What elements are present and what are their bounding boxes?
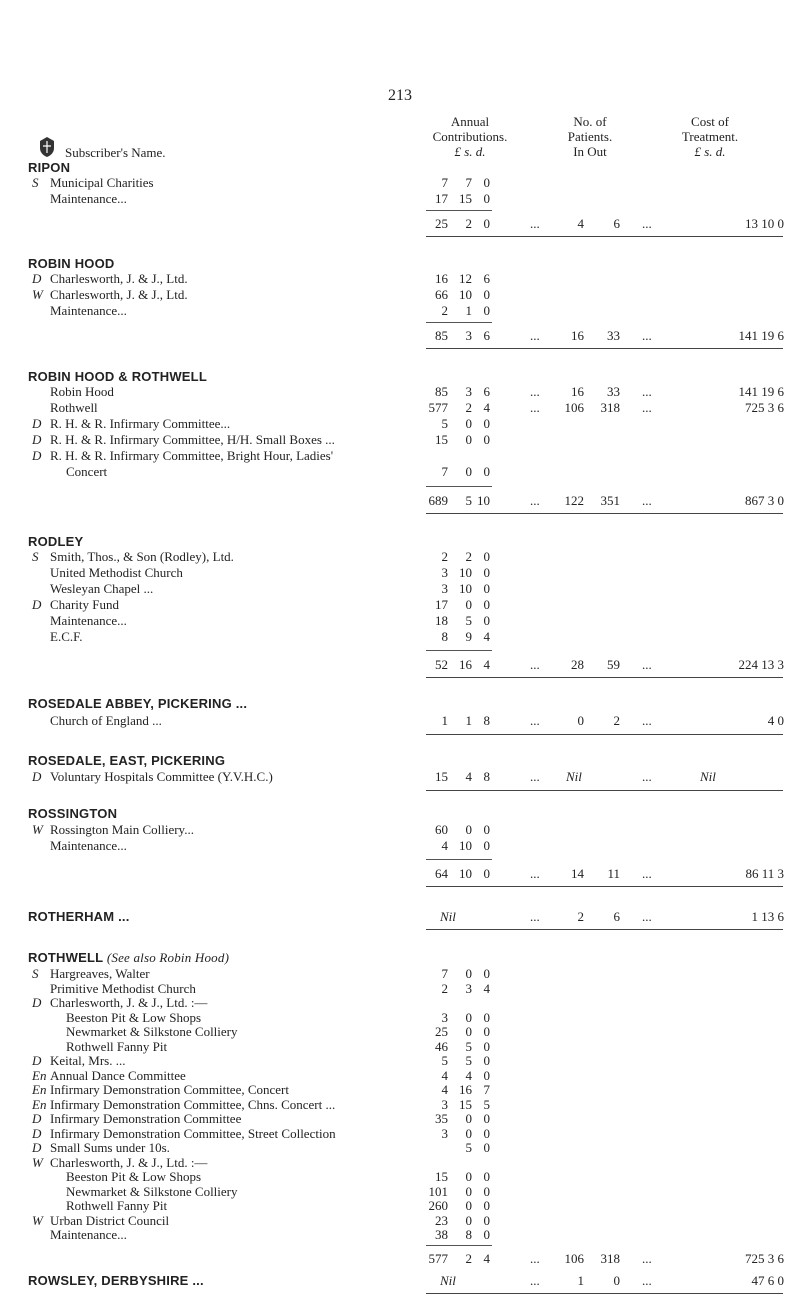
row-name: Infirmary Demonstration Committee, Chns. Concert ... <box>50 1097 336 1112</box>
row-name: Concert <box>66 464 108 479</box>
row-name: Urban District Council <box>50 1213 170 1228</box>
row-name: Newmarket & Silkstone Colliery <box>66 1024 238 1039</box>
section-title-robin-hood-rothwell: ROBIN HOOD & ROTHWELL <box>28 369 207 384</box>
row-name: Maintenance... <box>50 1227 127 1242</box>
annual-contributions-header: Annual Contributions. £ s. d. <box>432 114 508 159</box>
row-amount: 1 1 8 <box>441 713 490 728</box>
total-row <box>0 1251 800 1267</box>
section-title-rosedale-east: ROSEDALE, EAST, PICKERING <box>28 753 226 768</box>
row-name: Infirmary Demonstration Committee <box>50 1111 242 1126</box>
total-out: 11 <box>607 866 620 881</box>
subtotal-rule <box>426 1245 492 1246</box>
dots: ... <box>642 657 652 672</box>
table-row <box>0 838 800 854</box>
row-name: Municipal Charities <box>50 175 154 190</box>
row-name: Rothwell <box>50 400 98 415</box>
row-amount: 23 0 0 <box>435 1213 490 1228</box>
row-amount: 38 8 0 <box>435 1227 490 1242</box>
dots: ... <box>530 328 540 343</box>
table-row <box>0 1111 800 1127</box>
crest-icon <box>38 136 56 158</box>
table-row <box>0 995 800 1011</box>
dots: ... <box>642 713 652 728</box>
table-row <box>0 448 800 464</box>
section-divider <box>426 348 783 349</box>
row-code: D <box>32 271 42 286</box>
row-code: D <box>32 1111 42 1126</box>
row-in: 16 <box>571 384 584 399</box>
row-in: 0 <box>577 713 584 728</box>
section-divider <box>426 790 783 791</box>
row-code: W <box>32 287 43 302</box>
title-note: (See also Robin Hood) <box>106 950 230 965</box>
section-divider <box>426 236 783 237</box>
row-name: Charlesworth, J. & J., Ltd. <box>50 271 188 286</box>
table-row <box>0 384 800 400</box>
section-divider <box>426 677 783 678</box>
section-divider <box>426 1293 783 1294</box>
row-amount: 8 9 4 <box>441 629 490 644</box>
total-cost: 224 13 3 <box>738 657 784 672</box>
table-row <box>0 565 800 581</box>
dots: ... <box>530 493 540 508</box>
row-amount: 3 10 0 <box>441 581 490 596</box>
row-amount: 5 0 <box>465 1140 490 1155</box>
section-title-robin-hood: ROBIN HOOD <box>28 256 115 271</box>
total-out: 33 <box>607 328 620 343</box>
row-name: Church of England ... <box>50 713 162 728</box>
row-amount: 7 0 0 <box>441 464 490 479</box>
section-title-rossington: ROSSINGTON <box>28 806 118 821</box>
row-name: Robin Hood <box>50 384 114 399</box>
row-amount: 3 15 5 <box>441 1097 490 1112</box>
row-code: D <box>32 597 42 612</box>
total-in: 28 <box>571 657 584 672</box>
row-cost: 4 0 <box>767 713 784 728</box>
row-code: S <box>32 549 39 564</box>
dots: ... <box>642 909 652 924</box>
total-in: 106 <box>564 1251 584 1266</box>
subtotal-rule <box>426 650 492 651</box>
table-row <box>0 1082 800 1098</box>
row-code: D <box>32 432 42 447</box>
dots: ... <box>642 384 652 399</box>
patients-header: No. of Patients. In Out <box>567 114 613 159</box>
row-code: D <box>32 1053 42 1068</box>
row-amount: 577 2 4 <box>428 400 490 415</box>
row-name: R. H. & R. Infirmary Committee, Bright Hour, Ladies' <box>50 448 334 463</box>
row-amount: 5 0 0 <box>441 416 490 431</box>
row-amount: 18 5 0 <box>435 613 490 628</box>
row-out: 33 <box>607 384 620 399</box>
total-row <box>0 493 800 509</box>
section-title-rodley: RODLEY <box>28 534 84 549</box>
table-row <box>0 769 800 785</box>
table-row <box>0 549 800 565</box>
table-row <box>0 303 800 319</box>
total-cost: 86 11 3 <box>745 866 784 881</box>
cost-header: Cost of Treatment. £ s. d. <box>681 114 739 159</box>
row-amount: 35 0 0 <box>435 1111 490 1126</box>
table-row <box>0 581 800 597</box>
table-row <box>0 1227 800 1243</box>
row-name: Beeston Pit & Low Shops <box>66 1010 202 1025</box>
row-name: Primitive Methodist Church <box>50 981 196 996</box>
row-amount: 3 0 0 <box>441 1126 490 1141</box>
row-amount: 101 0 0 <box>428 1184 490 1199</box>
row-in: 106 <box>564 400 584 415</box>
row-amount: 4 4 0 <box>441 1068 490 1083</box>
total-cost: 867 3 0 <box>745 493 784 508</box>
row-amount: 2 1 0 <box>441 303 490 318</box>
total-out: 318 <box>600 1251 620 1266</box>
row-out: 0 <box>613 1273 620 1288</box>
subtotal-rule <box>426 210 492 211</box>
row-name: Maintenance... <box>50 838 127 853</box>
total-in: ... <box>530 216 540 231</box>
row-amount: 260 0 0 <box>428 1198 490 1213</box>
section-title-rowsley: ROWSLEY, DERBYSHIRE ... <box>28 1273 204 1288</box>
row-amount: 17 15 0 <box>435 191 490 206</box>
row-amount: 2 3 4 <box>441 981 490 996</box>
total-cost: 725 3 6 <box>745 1251 784 1266</box>
row-code: S <box>32 966 39 981</box>
table-row <box>0 1198 800 1214</box>
row-amount: 3 10 0 <box>441 565 490 580</box>
row-amount: 60 0 0 <box>435 822 490 837</box>
section-title-rosedale-abbey: ROSEDALE ABBEY, PICKERING ... <box>28 696 248 711</box>
table-row <box>0 416 800 432</box>
row-name: Hargreaves, Walter <box>50 966 150 981</box>
row-cost: 141 19 6 <box>738 384 784 399</box>
row-code: W <box>32 822 43 837</box>
total-out: 351 <box>600 493 620 508</box>
subtotal-rule <box>426 322 492 323</box>
table-row <box>0 966 800 982</box>
row-code: En <box>32 1097 47 1112</box>
table-row <box>0 909 800 925</box>
row-name: Annual Dance Committee <box>50 1068 186 1083</box>
table-row <box>0 822 800 838</box>
row-amount: 15 0 0 <box>435 432 490 447</box>
subtotal-rule <box>426 486 492 487</box>
total-row <box>0 328 800 344</box>
row-amount: 25 0 0 <box>435 1024 490 1039</box>
dots: ... <box>642 1273 652 1288</box>
total-row <box>0 216 800 232</box>
section-title-rothwell: ROTHWELL (See also Robin Hood) <box>28 950 230 965</box>
row-amount: 85 3 6 <box>435 384 490 399</box>
table-row <box>0 597 800 613</box>
table-row <box>0 191 800 207</box>
row-code: W <box>32 1213 43 1228</box>
row-code: D <box>32 448 42 463</box>
dots: ... <box>530 384 540 399</box>
row-amount: 66 10 0 <box>435 287 490 302</box>
table-row <box>0 271 800 287</box>
dots: ... <box>530 769 540 784</box>
row-name: R. H. & R. Infirmary Committee... <box>50 416 231 431</box>
row-cost: 1 13 6 <box>751 909 784 924</box>
row-name: Rothwell Fanny Pit <box>66 1198 168 1213</box>
table-row <box>0 1024 800 1040</box>
table-row <box>0 400 800 416</box>
contrib-nil: Nil <box>440 1273 456 1288</box>
subscriber-header: Subscriber's Name. <box>65 145 166 160</box>
row-name: Wesleyan Chapel ... <box>50 581 154 596</box>
row-name: Newmarket & Silkstone Colliery <box>66 1184 238 1199</box>
row-name: Maintenance... <box>50 613 127 628</box>
row-code: En <box>32 1082 47 1097</box>
table-row <box>0 287 800 303</box>
total-amount: 85 3 6 <box>435 328 490 343</box>
row-amount: 5 5 0 <box>441 1053 490 1068</box>
row-name: Rossington Main Colliery... <box>50 822 194 837</box>
page-number: 213 <box>388 87 412 104</box>
row-code: En <box>32 1068 47 1083</box>
total-in: 4 <box>577 216 584 231</box>
row-name: Charlesworth, J. & J., Ltd. :— <box>50 995 208 1010</box>
section-divider <box>426 886 783 887</box>
row-code: S <box>32 175 39 190</box>
table-row <box>0 1273 800 1289</box>
row-name: Voluntary Hospitals Committee (Y.V.H.C.) <box>50 769 273 784</box>
row-amount: 3 0 0 <box>441 1010 490 1025</box>
row-code: D <box>32 995 42 1010</box>
row-cost: 47 6 0 <box>751 1273 784 1288</box>
row-name: Infirmary Demonstration Committee, Street Collection <box>50 1126 336 1141</box>
row-out: 318 <box>600 400 620 415</box>
row-cost-nil: Nil <box>700 769 716 784</box>
dots: ... <box>530 400 540 415</box>
row-name: Charity Fund <box>50 597 119 612</box>
row-out: 2 <box>613 713 620 728</box>
table-row <box>0 175 800 191</box>
table-row <box>0 613 800 629</box>
total-amount: 25 2 0 <box>435 216 490 231</box>
section-title-ripon: RIPON <box>28 160 71 175</box>
total-in: 122 <box>564 493 584 508</box>
row-code: D <box>32 769 42 784</box>
total-in: 16 <box>571 328 584 343</box>
row-code: D <box>32 1126 42 1141</box>
dots: ... <box>530 909 540 924</box>
row-amount: 15 0 0 <box>435 1169 490 1184</box>
dots: ... <box>642 400 652 415</box>
total-amount: 52 16 4 <box>435 657 490 672</box>
dots: ... <box>642 328 652 343</box>
table-row <box>0 713 800 729</box>
total-amount: 64 10 0 <box>435 866 490 881</box>
subtotal-rule <box>426 859 492 860</box>
row-name: Keital, Mrs. ... <box>50 1053 126 1068</box>
row-name: Beeston Pit & Low Shops <box>66 1169 202 1184</box>
row-name: Charlesworth, J. & J., Ltd. :— <box>50 1155 208 1170</box>
row-out: 6 <box>613 909 620 924</box>
contrib-nil: Nil <box>440 909 456 924</box>
row-code: W <box>32 1155 43 1170</box>
table-row <box>0 1169 800 1185</box>
row-name: Rothwell Fanny Pit <box>66 1039 168 1054</box>
table-row <box>0 629 800 645</box>
dots: ... <box>530 1251 540 1266</box>
total-cost: 13 10 0 <box>745 216 784 231</box>
row-in: 2 <box>577 909 584 924</box>
section-divider <box>426 513 783 514</box>
total-cost: 141 19 6 <box>738 328 784 343</box>
row-amount: 2 2 0 <box>441 549 490 564</box>
row-name: Maintenance... <box>50 303 127 318</box>
table-row <box>0 464 800 480</box>
section-title-rotherham: ROTHERHAM ... <box>28 909 130 924</box>
table-row <box>0 1053 800 1069</box>
row-name: Infirmary Demonstration Committee, Concert <box>50 1082 289 1097</box>
dots: ... <box>642 1251 652 1266</box>
dots: ... <box>530 866 540 881</box>
row-amount: 4 10 0 <box>441 838 490 853</box>
dots: ... <box>530 1273 540 1288</box>
row-name: E.C.F. <box>50 629 83 644</box>
section-divider <box>426 734 783 735</box>
row-amount: 15 4 8 <box>435 769 490 784</box>
dots: ... <box>642 216 652 231</box>
total-out: 59 <box>607 657 620 672</box>
row-name: United Methodist Church <box>50 565 183 580</box>
row-patients-nil: Nil <box>566 769 582 784</box>
total-row <box>0 866 800 882</box>
row-amount: 16 12 6 <box>435 271 490 286</box>
row-name: R. H. & R. Infirmary Committee, H/H. Small Boxes ... <box>50 432 335 447</box>
total-amount: 577 2 4 <box>428 1251 490 1266</box>
dots: ... <box>530 713 540 728</box>
dots: ... <box>642 866 652 881</box>
row-code: D <box>32 416 42 431</box>
total-out: 6 <box>613 216 620 231</box>
row-name: Maintenance... <box>50 191 127 206</box>
section-divider <box>426 929 783 930</box>
row-amount <box>426 995 526 1011</box>
table-row <box>0 1140 800 1156</box>
row-name: Small Sums under 10s. <box>50 1140 170 1155</box>
total-amount: 689 5 10 <box>428 493 490 508</box>
row-amount: 7 7 0 <box>441 175 490 190</box>
row-in: 1 <box>577 1273 584 1288</box>
table-row <box>0 432 800 448</box>
dots: ... <box>530 657 540 672</box>
row-amount: 4 16 7 <box>441 1082 490 1097</box>
row-name: Smith, Thos., & Son (Rodley), Ltd. <box>50 549 234 564</box>
total-in: 14 <box>571 866 584 881</box>
row-amount: 7 0 0 <box>441 966 490 981</box>
row-amount: 46 5 0 <box>435 1039 490 1054</box>
dots: ... <box>642 493 652 508</box>
dots: ... <box>642 769 652 784</box>
row-name: Charlesworth, J. & J., Ltd. <box>50 287 188 302</box>
row-cost: 725 3 6 <box>745 400 784 415</box>
row-amount: 17 0 0 <box>435 597 490 612</box>
row-code: D <box>32 1140 42 1155</box>
total-row <box>0 657 800 673</box>
